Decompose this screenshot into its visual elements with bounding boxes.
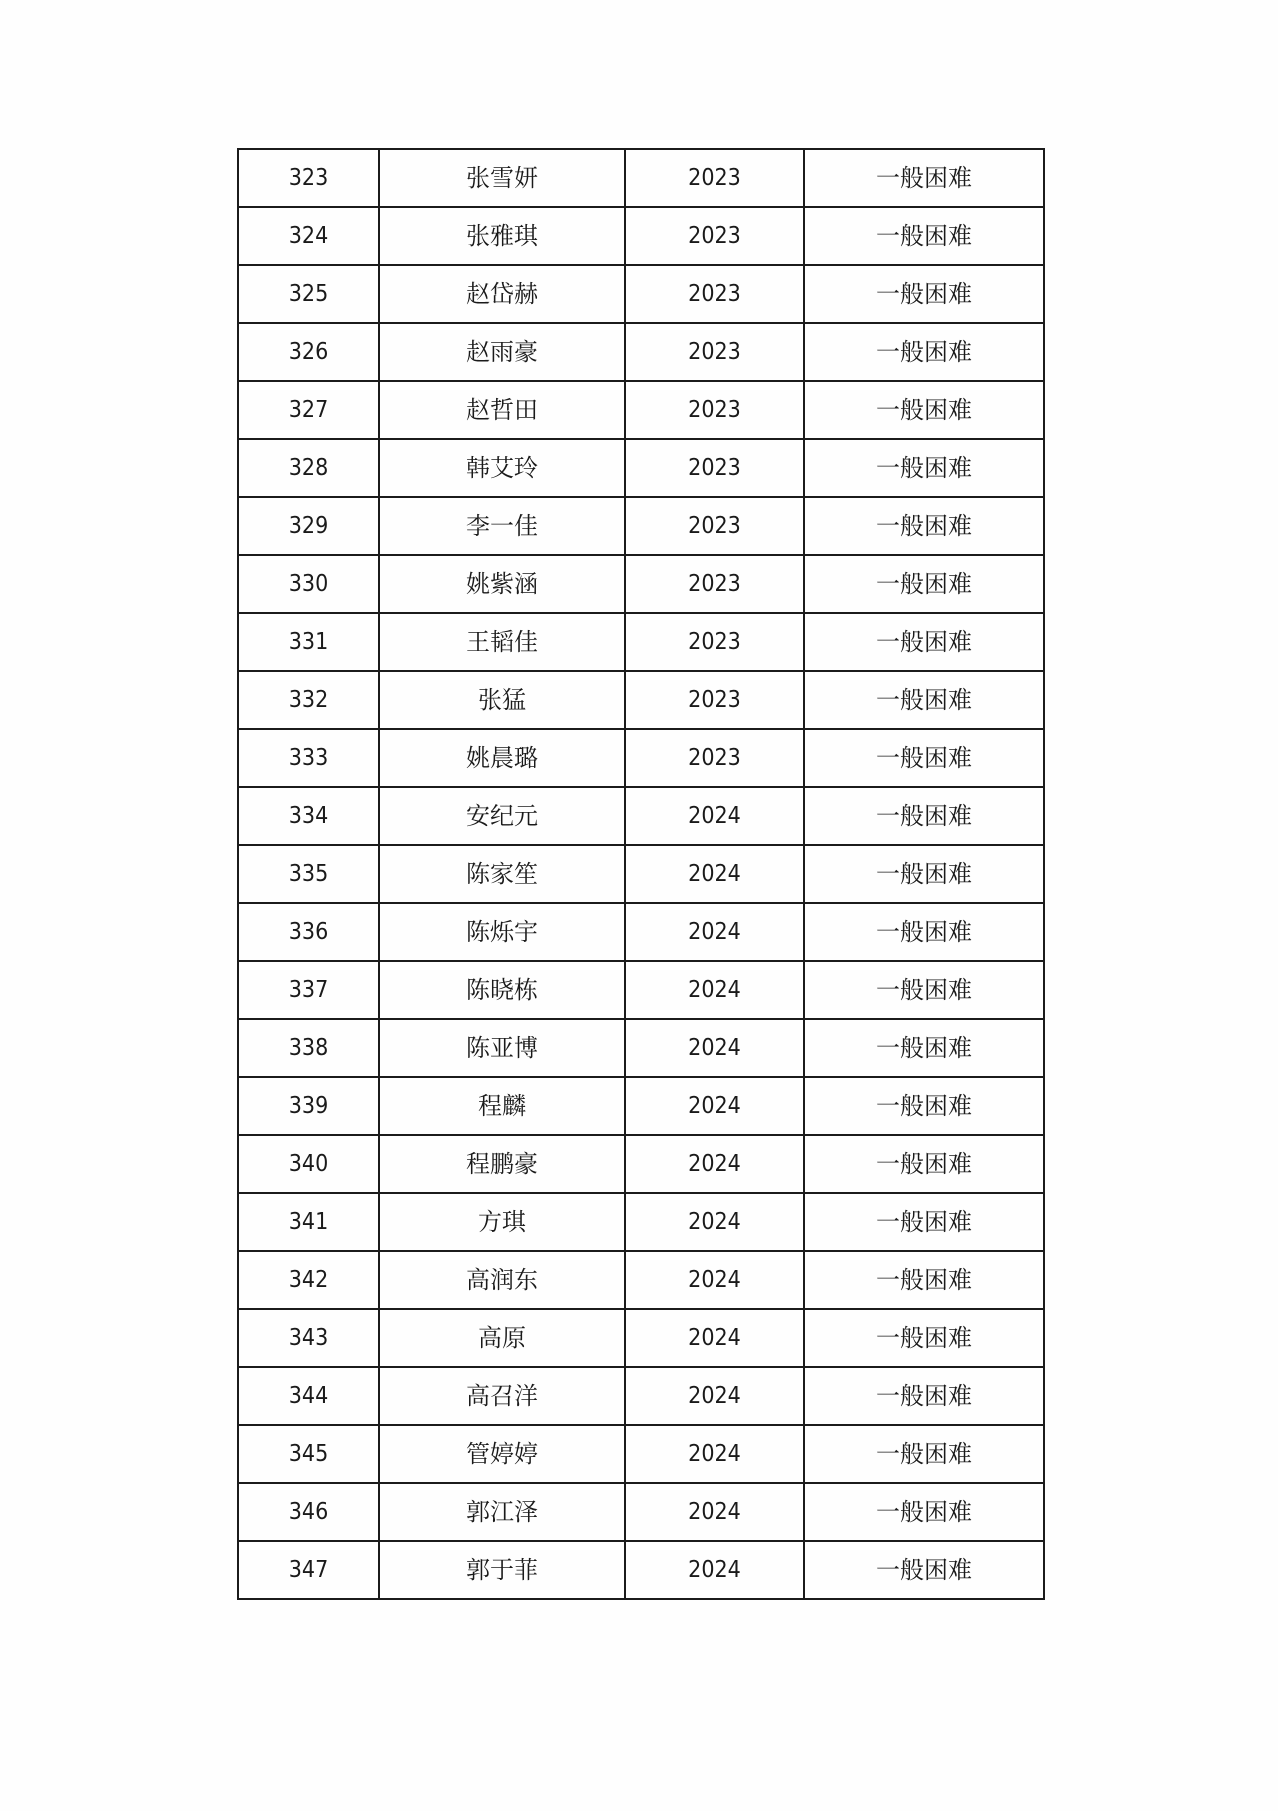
cell-name: 程麟: [379, 1077, 625, 1135]
table-row: [238, 497, 1044, 555]
cell-name: 管婷婷: [379, 1425, 625, 1483]
cell-difficulty-level: 一般困难: [804, 1077, 1044, 1135]
table-row: [238, 381, 1044, 439]
cell-name: 高润东: [379, 1251, 625, 1309]
table-row: [238, 265, 1044, 323]
cell-difficulty-level: 一般困难: [804, 207, 1044, 265]
table-row: [238, 961, 1044, 1019]
cell-difficulty-level: 一般困难: [804, 1483, 1044, 1541]
cell-difficulty-level: 一般困难: [804, 729, 1044, 787]
cell-difficulty-level: 一般困难: [804, 1193, 1044, 1251]
cell-name: 张雅琪: [379, 207, 625, 265]
cell-name: 张猛: [379, 671, 625, 729]
cell-number: 327: [238, 381, 379, 439]
cell-year: 2024: [625, 1019, 804, 1077]
cell-year: 2024: [625, 903, 804, 961]
cell-number: 340: [238, 1135, 379, 1193]
cell-name: 陈烁宇: [379, 903, 625, 961]
cell-year: 2023: [625, 439, 804, 497]
cell-year: 2023: [625, 149, 804, 207]
cell-difficulty-level: 一般困难: [804, 497, 1044, 555]
table-row: [238, 613, 1044, 671]
cell-difficulty-level: 一般困难: [804, 265, 1044, 323]
table-row: [238, 787, 1044, 845]
cell-name: 姚晨璐: [379, 729, 625, 787]
cell-difficulty-level: 一般困难: [804, 671, 1044, 729]
cell-name: 陈晓栋: [379, 961, 625, 1019]
student-table-body: [238, 149, 1044, 1599]
cell-difficulty-level: 一般困难: [804, 381, 1044, 439]
cell-year: 2023: [625, 207, 804, 265]
cell-year: 2024: [625, 1483, 804, 1541]
cell-difficulty-level: 一般困难: [804, 149, 1044, 207]
cell-name: 陈亚博: [379, 1019, 625, 1077]
cell-number: 334: [238, 787, 379, 845]
table-row: [238, 555, 1044, 613]
cell-year: 2023: [625, 265, 804, 323]
table-row: [238, 845, 1044, 903]
cell-difficulty-level: 一般困难: [804, 903, 1044, 961]
cell-name: 李一佳: [379, 497, 625, 555]
table-row: [238, 671, 1044, 729]
cell-number: 325: [238, 265, 379, 323]
cell-difficulty-level: 一般困难: [804, 1309, 1044, 1367]
table-row: [238, 1541, 1044, 1599]
cell-number: 324: [238, 207, 379, 265]
cell-name: 郭江泽: [379, 1483, 625, 1541]
cell-number: 329: [238, 497, 379, 555]
cell-year: 2023: [625, 323, 804, 381]
cell-name: 高召洋: [379, 1367, 625, 1425]
cell-difficulty-level: 一般困难: [804, 1541, 1044, 1599]
cell-year: 2024: [625, 1309, 804, 1367]
cell-number: 333: [238, 729, 379, 787]
table-row: [238, 1309, 1044, 1367]
cell-name: 郭于菲: [379, 1541, 625, 1599]
cell-number: 332: [238, 671, 379, 729]
cell-number: 344: [238, 1367, 379, 1425]
cell-difficulty-level: 一般困难: [804, 1019, 1044, 1077]
cell-name: 姚紫涵: [379, 555, 625, 613]
cell-number: 346: [238, 1483, 379, 1541]
cell-difficulty-level: 一般困难: [804, 323, 1044, 381]
cell-difficulty-level: 一般困难: [804, 961, 1044, 1019]
cell-year: 2024: [625, 1425, 804, 1483]
cell-difficulty-level: 一般困难: [804, 1367, 1044, 1425]
cell-number: 345: [238, 1425, 379, 1483]
cell-number: 342: [238, 1251, 379, 1309]
cell-number: 347: [238, 1541, 379, 1599]
cell-name: 高原: [379, 1309, 625, 1367]
cell-name: 安纪元: [379, 787, 625, 845]
table-row: [238, 1483, 1044, 1541]
cell-year: 2024: [625, 1193, 804, 1251]
cell-number: 326: [238, 323, 379, 381]
cell-year: 2024: [625, 1077, 804, 1135]
table-row: [238, 149, 1044, 207]
cell-number: 328: [238, 439, 379, 497]
table-row: [238, 1077, 1044, 1135]
cell-difficulty-level: 一般困难: [804, 555, 1044, 613]
cell-difficulty-level: 一般困难: [804, 439, 1044, 497]
cell-year: 2023: [625, 497, 804, 555]
table-row: [238, 323, 1044, 381]
table-row: [238, 903, 1044, 961]
cell-year: 2023: [625, 555, 804, 613]
cell-number: 323: [238, 149, 379, 207]
table-row: [238, 1425, 1044, 1483]
cell-year: 2024: [625, 1367, 804, 1425]
table-row: [238, 1367, 1044, 1425]
cell-name: 方琪: [379, 1193, 625, 1251]
cell-number: 337: [238, 961, 379, 1019]
cell-difficulty-level: 一般困难: [804, 1135, 1044, 1193]
cell-difficulty-level: 一般困难: [804, 1425, 1044, 1483]
cell-number: 331: [238, 613, 379, 671]
cell-year: 2024: [625, 845, 804, 903]
cell-year: 2024: [625, 1541, 804, 1599]
table-row: [238, 439, 1044, 497]
cell-year: 2024: [625, 787, 804, 845]
cell-difficulty-level: 一般困难: [804, 787, 1044, 845]
cell-number: 330: [238, 555, 379, 613]
cell-year: 2023: [625, 671, 804, 729]
table-row: [238, 1193, 1044, 1251]
cell-name: 陈家笙: [379, 845, 625, 903]
table-row: [238, 1019, 1044, 1077]
cell-name: 韩艾玲: [379, 439, 625, 497]
cell-year: 2023: [625, 613, 804, 671]
cell-year: 2023: [625, 381, 804, 439]
table-row: [238, 729, 1044, 787]
cell-year: 2024: [625, 1251, 804, 1309]
table-row: [238, 207, 1044, 265]
cell-name: 王韬佳: [379, 613, 625, 671]
cell-difficulty-level: 一般困难: [804, 613, 1044, 671]
cell-number: 341: [238, 1193, 379, 1251]
table-row: [238, 1251, 1044, 1309]
table-row: [238, 1135, 1044, 1193]
cell-difficulty-level: 一般困难: [804, 845, 1044, 903]
student-table: [237, 148, 1045, 1600]
cell-name: 程鹏豪: [379, 1135, 625, 1193]
cell-year: 2024: [625, 961, 804, 1019]
cell-name: 赵岱赫: [379, 265, 625, 323]
cell-name: 赵哲田: [379, 381, 625, 439]
cell-number: 343: [238, 1309, 379, 1367]
cell-difficulty-level: 一般困难: [804, 1251, 1044, 1309]
cell-year: 2024: [625, 1135, 804, 1193]
cell-number: 338: [238, 1019, 379, 1077]
cell-number: 335: [238, 845, 379, 903]
cell-number: 339: [238, 1077, 379, 1135]
cell-number: 336: [238, 903, 379, 961]
cell-year: 2023: [625, 729, 804, 787]
cell-name: 张雪妍: [379, 149, 625, 207]
cell-name: 赵雨豪: [379, 323, 625, 381]
